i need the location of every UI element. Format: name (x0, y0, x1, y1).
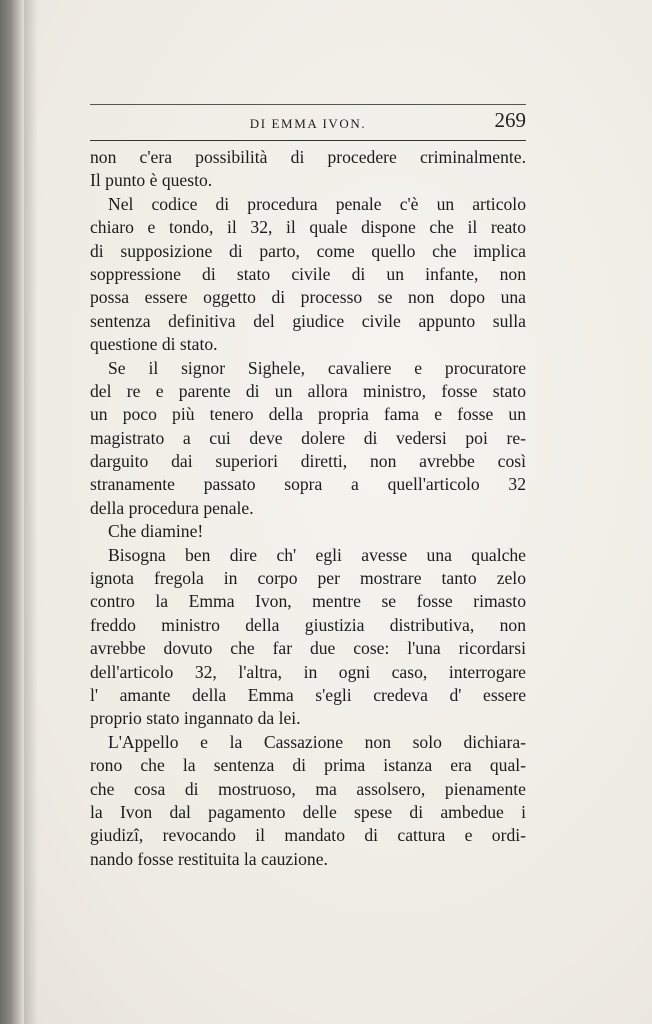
text-line: non c'era possibilità di procedere criminalmente. (90, 147, 526, 167)
text-line: Il punto è questo. (90, 170, 213, 191)
text-line: l' amante della Emma s'egli credeva d' essere (90, 684, 526, 705)
text-line: soppressione di stato civile di un infante, non (90, 263, 526, 284)
text-line: giudizî, revocando il mandato di cattura e ordi- (90, 825, 526, 846)
text-line: Nel codice di procedura penale c'è un articolo (108, 193, 526, 214)
text-line: Se il signor Sighele, cavaliere e procuratore (108, 357, 526, 378)
running-head: DI EMMA IVON. (249, 116, 367, 131)
text-line: darguito dai superiori diretti, non avrebbe così (90, 451, 526, 472)
header-rule-top (90, 104, 526, 105)
text-line: contro la Emma Ivon, mentre se fosse rimasto (90, 591, 526, 612)
text-line: avrebbe dovuto che far due cose: l'una ricordarsi (90, 638, 526, 659)
text-line: Bisogna ben dire ch' egli avesse una qualche (108, 544, 526, 565)
text-line: questione di stato. (90, 334, 218, 355)
book-spine (0, 0, 24, 1024)
text-line: la Ivon dal pagamento delle spese di ambedue i (90, 801, 526, 822)
text-line: possa essere oggetto di processo se non dopo una (90, 287, 526, 308)
text-line: proprio stato ingannato da lei. (90, 708, 301, 729)
text-line: un poco più tenero della propria fama e fosse un (90, 404, 526, 425)
text-line: L'Appello e la Cassazione non solo dichiara- (108, 731, 526, 752)
text-line: freddo ministro della giustizia distributiva, non (90, 614, 526, 635)
body-text (90, 146, 526, 871)
text-line: ignota fregola in corpo per mostrare tanto zelo (90, 568, 526, 589)
page-number: 269 (494, 108, 526, 132)
text-line: che cosa di mostruoso, ma assolsero, pienamente (90, 778, 526, 799)
text-line: chiaro e tondo, il 32, il quale dispone che il reato (90, 217, 526, 238)
text-line: di supposizione di parto, come quello che implica (90, 240, 526, 261)
text-line: della procedura penale. (90, 497, 254, 518)
text-line: sentenza definitiva del giudice civile appunto sulla (90, 310, 526, 331)
text-line: Che diamine! (108, 521, 204, 542)
page-header (90, 108, 526, 134)
text-line: stranamente passato sopra a quell'articolo 32 (90, 474, 526, 495)
text-line: dell'articolo 32, l'altra, in ogni caso, interrogare (90, 661, 526, 682)
header-rule-bottom (90, 140, 526, 141)
text-line: rono che la sentenza di prima istanza era qual- (90, 755, 526, 776)
text-line: del re e parente di un allora ministro, fosse stato (90, 380, 526, 401)
spine-shadow (24, 0, 38, 1024)
text-line: nando fosse restituita la cauzione. (90, 848, 328, 869)
text-line: magistrato a cui deve dolere di vedersi poi re- (90, 427, 526, 448)
